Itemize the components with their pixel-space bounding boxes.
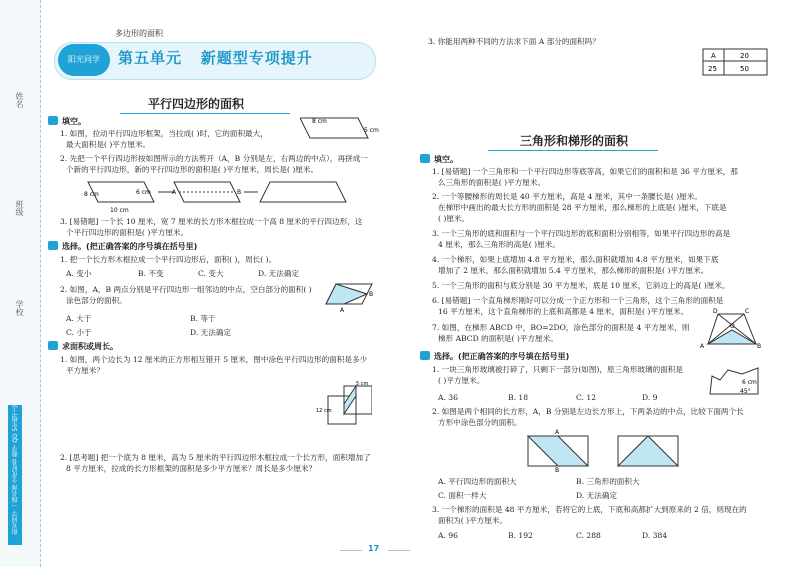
q-choice-1b: ( )平方厘米。 <box>438 376 485 385</box>
option-b: B. 192 <box>508 531 533 540</box>
q-fill-3b: 个平行四边形的面积是( )平方厘米。 <box>66 228 189 237</box>
grid-a-label: A <box>711 52 716 60</box>
figure-cut-parallelogram <box>84 176 364 216</box>
solve-heading: 求面积或周长。 <box>62 342 118 351</box>
option-c: C. 小于 <box>66 328 92 337</box>
q-fill-4b: 增加了 2 厘米，那么面积就增加 5.4 平方厘米，那么梯形的面积是( )平方厘米。 <box>438 266 709 275</box>
q-solve-1b: 平方厘米？ <box>66 366 104 375</box>
offset-label: 5 cm <box>356 381 369 387</box>
option-b: B. 不变 <box>138 269 164 278</box>
option-c: C. 变大 <box>198 269 224 278</box>
q-fill-3a: 3. [易错题] 一个长 10 厘米，宽 7 厘米的长方形木框拉成一个高 8 厘米的平行四边形，这 <box>60 217 363 226</box>
q-choice-2b: 方形中涂色部分的面积。 <box>438 418 522 427</box>
frame-side-a-label: 8 cm <box>312 118 327 125</box>
q-fill-3b: 4 厘米，那么三角形的高是( )厘米。 <box>438 240 560 249</box>
name-label: 姓名 <box>15 92 24 108</box>
figure-broken-glass <box>706 364 762 398</box>
q-fill-2c: ( )厘米。 <box>438 214 470 223</box>
q-choice-2a: 2. 如图是两个相同的长方形，A，B 分别是左边长方形上，下两条边的中点，比较下面两个长 <box>432 407 744 416</box>
class-label: 班级 <box>15 200 24 216</box>
section-badge-icon <box>420 154 430 163</box>
fill-heading: 填空。 <box>434 155 458 164</box>
point-a-label: A <box>172 189 177 196</box>
point-b-label: B <box>237 189 242 196</box>
footer-rule-left <box>340 550 362 551</box>
chapter-topic: 多边形的面积 <box>115 29 163 38</box>
point-b-label: B <box>555 467 560 472</box>
figure-two-rectangles <box>526 428 686 472</box>
footer-rule-right <box>388 550 410 551</box>
option-a: A. 36 <box>438 393 458 402</box>
section-badge-icon <box>48 241 58 250</box>
frame-shape <box>300 118 368 138</box>
figure-overlapping-squares <box>316 380 372 428</box>
grid-bottom-left: 25 <box>708 65 717 73</box>
choice-heading: 选择。(把正确答案的序号填在括号里) <box>434 352 570 361</box>
q-fill-6b: 16 平方厘米，这个直角梯形的上底和高都是 4 厘米，面积是( )平方厘米。 <box>438 307 689 316</box>
q-fill-1b: 么三角形的面积是( )平方厘米。 <box>438 178 546 187</box>
option-a: A. 大于 <box>66 314 92 323</box>
figure-parallelogram-frame <box>300 112 380 148</box>
q-fill-6a: 6. [易错题] 一个直角梯形刚好可以分成一个正方形和一个三角形，这个三角形的面积是 <box>432 296 724 305</box>
point-d-label: D <box>713 308 718 315</box>
section-underline <box>120 113 290 114</box>
q-fill-1b: 最大面积是( )平方厘米。 <box>66 140 151 149</box>
option-c: C. 面积一样大 <box>438 491 487 500</box>
point-b-label: B <box>757 343 762 350</box>
glass-side-label: 6 cm <box>742 379 757 386</box>
fill-heading: 填空。 <box>62 117 86 126</box>
q-fill-1a: 1. [易错题] 一个三角形和一个平行四边形等底等高，如果它们的面积和是 36 平方厘米，那 <box>432 167 738 176</box>
section-badge-icon <box>48 341 58 350</box>
option-a: A. 平行四边形的面积大 <box>438 477 517 486</box>
option-b: B. 等于 <box>190 314 216 323</box>
point-a-label: A <box>555 429 560 436</box>
option-d: D. 无法确定 <box>258 269 300 278</box>
option-a: A. 变小 <box>66 269 92 278</box>
cut-base-label: 10 cm <box>110 207 129 214</box>
q-choice-3b: 面积为( )平方厘米。 <box>438 516 508 525</box>
shaded-parallelogram <box>344 386 356 414</box>
section-title-parallelogram: 平行四边形的面积 <box>148 97 245 111</box>
unit-subtitle: 新题型专项提升 <box>200 49 313 67</box>
spine-text: 阳光同学 一线名师 全优好卷 数学 QD 5年级(上) <box>11 405 19 535</box>
q-choice-1a: 1. 一块三角形玻璃被打碎了，只剩下一部分(如图)，原三角形玻璃的面积是 <box>432 365 683 374</box>
q-fill-1a: 1. 如图，拉动平行四边形框架，当拉成( )时，它的面积最大， <box>60 129 268 138</box>
q-fill-3a: 3. 一个三角形的底和面积与一个平行四边形的底和面积分别相等，如果平行四边形的高是 <box>432 229 731 238</box>
q-choice-2a: 2. 如图，A，B 两点分别是平行四边形一组邻边的中点，空白部分的面积( ) <box>60 285 312 294</box>
choice-heading: 选择。(把正确答案的序号填在括号里) <box>62 242 198 251</box>
section-title-triangle-trapezoid: 三角形和梯形的面积 <box>520 134 629 148</box>
q-solve-2a: 2. [思考题] 把一个底为 8 厘米，高为 5 厘米的平行四边形木框拉成一个长方形，面积增加了 <box>60 453 371 462</box>
new-shape <box>260 182 346 202</box>
option-d: D. 384 <box>642 531 668 540</box>
q-fill-2b: 在梯形中画出的最大长方形的面积是 28 平方厘米，那么梯形的上底是( )厘米，下底是 <box>438 203 727 212</box>
q-fill-2a: 2. 一个等腰梯形的周长是 40 平方厘米，高是 4 厘米，其中一条腰长是( )厘米。 <box>432 192 702 201</box>
q-fill-2b: 个新的平行四边形，新的平行四边形的面积是( )平方厘米，周长是( )厘米。 <box>66 165 319 174</box>
cut-height-label: 6 cm <box>136 189 151 196</box>
option-d: D. 9 <box>642 393 658 402</box>
figure-midpoint-parallelogram <box>322 280 378 314</box>
option-d: D. 无法确定 <box>190 328 232 337</box>
q-fill-7a: 7. 如图，在梯形 ABCD 中，BO=2DO，涂色部分的面积是 4 平方厘米，则 <box>432 323 690 332</box>
page-number: 17 <box>368 544 380 553</box>
glass-angle-label: 45° <box>740 388 751 395</box>
q-fill-7b: 梯形 ABCD 的面积是( )平方厘米。 <box>438 334 558 343</box>
option-a: A. 96 <box>438 531 458 540</box>
book-spine <box>8 405 22 545</box>
q-solve-1a: 1. 如图，两个边长为 12 厘米的正方形相互错开 5 厘米，图中涂色平行四边形的面积是多少 <box>60 355 368 364</box>
option-b: B. 三角形的面积大 <box>576 477 640 486</box>
point-o-label: O <box>730 323 735 330</box>
q-choice-3a: 3. 一个梯形的面积是 48 平方厘米，若将它的上底，下底和高都扩大到原来的 2 倍，则现在的 <box>432 505 747 514</box>
option-c: C. 288 <box>576 531 601 540</box>
point-a-label: A <box>700 343 705 350</box>
q-fill-4a: 4. 一个梯形，如果上底增加 4.8 平方厘米，那么面积就增加 4.8 平方厘米，如果下底 <box>432 255 719 264</box>
q-fill-5: 5. 一个三角形的面积与底分别是 30 平方厘米，底是 10 厘米，它斜边上的高是( )厘米。 <box>432 281 730 290</box>
square-side-label: 12 cm <box>316 408 332 414</box>
grid-top-right: 20 <box>740 52 749 60</box>
q-choice-2b: 涂色部分的面积。 <box>66 296 127 305</box>
school-label: 学校 <box>15 300 24 316</box>
option-d: D. 无法确定 <box>576 491 618 500</box>
unit-title <box>118 47 313 68</box>
brand-logo: 阳光同学 <box>58 44 110 76</box>
grid-bottom-right: 50 <box>740 65 749 73</box>
unit-number: 第五单元 <box>118 49 183 67</box>
cut-side-label: 8 cm <box>84 191 99 198</box>
point-b-label: B <box>369 291 374 298</box>
q-a-area: 3. 你能用两种不同的方法求下面 A 部分的面积吗？ <box>428 37 600 46</box>
frame-side-b-label: 5 cm <box>364 127 379 134</box>
point-a-label: A <box>340 307 345 314</box>
figure-area-grid <box>702 48 768 78</box>
option-b: B. 18 <box>508 393 529 402</box>
shaded-triangle <box>708 330 756 344</box>
section-badge-icon <box>48 116 58 125</box>
point-c-label: C <box>745 308 750 315</box>
q-choice-1: 1. 把一个长方形木框拉成一个平行四边形后，面积( )，周长( )。 <box>60 255 277 264</box>
figure-trapezoid-abcd <box>700 306 762 350</box>
option-c: C. 12 <box>576 393 597 402</box>
q-fill-2a: 2. 先把一个平行四边形按如图所示的方法剪开（A，B 分别是左，右两边的中点），再拼成一 <box>60 154 368 163</box>
section-underline <box>488 150 658 151</box>
q-solve-2b: 8 平方厘米，拉成的长方形框架的面积是多少平方厘米？周长是多少厘米？ <box>66 464 317 473</box>
section-badge-icon <box>420 351 430 360</box>
